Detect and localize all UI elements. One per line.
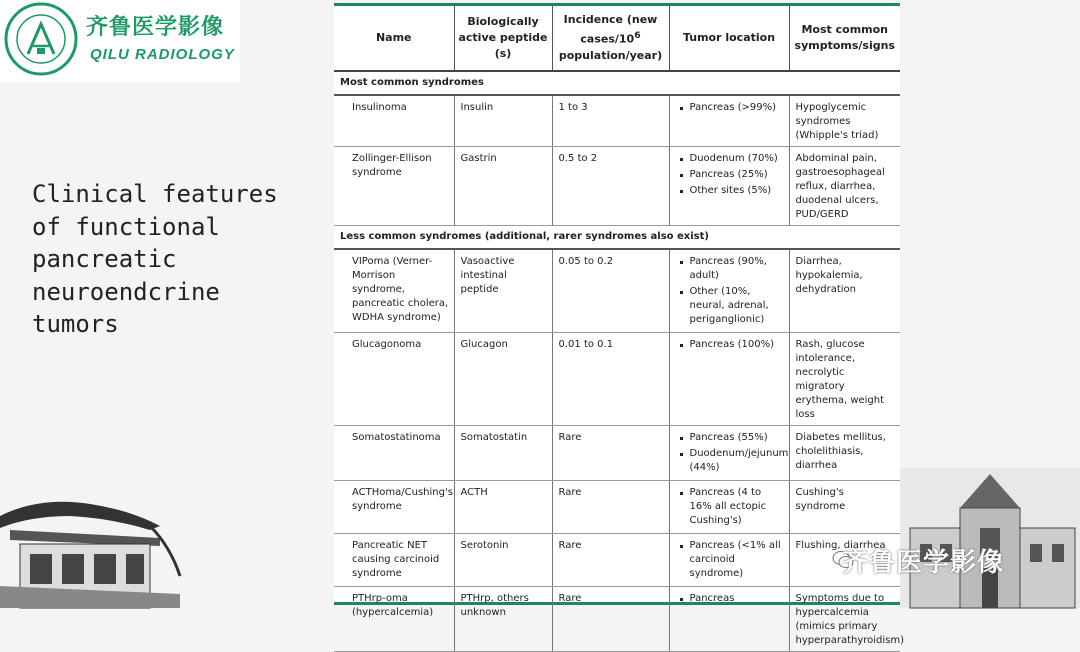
university-seal-icon [4, 2, 78, 76]
location-item: Other sites (5%) [676, 184, 784, 198]
location-item: Pancreas [676, 592, 784, 606]
table-row [334, 147, 900, 226]
cell-name: VIPoma (Verner-Morrison syndrome, pancreatic cholera, WDHA syndrome) [334, 249, 454, 333]
cell-symptoms: Hypoglycemic syndromes (Whipple's triad) [789, 95, 900, 147]
header-name: Name [334, 6, 454, 71]
header-peptide: Biologically active peptide (s) [454, 6, 552, 71]
section-header-row [334, 226, 900, 250]
cell-incidence: 0.01 to 0.1 [552, 333, 669, 426]
cell-name: Zollinger-Ellison syndrome [334, 147, 454, 226]
location-list [676, 486, 784, 528]
cell-incidence: Rare [552, 534, 669, 587]
location-list [676, 539, 784, 581]
header-incidence-text: Incidence (new cases/10 [563, 13, 658, 46]
cell-peptide: Insulin [454, 95, 552, 147]
cell-location [669, 249, 789, 333]
watermark-text: 齐鲁医学影像 [842, 548, 1005, 578]
header-incidence-exponent: 6 [634, 30, 641, 42]
cell-incidence: Rare [552, 426, 669, 481]
location-list [676, 101, 784, 115]
cell-location [669, 426, 789, 481]
cell-incidence: Rare [552, 481, 669, 534]
pnet-table-container [334, 3, 905, 646]
location-item: Other (10%, neural, adrenal, periganglionic) [676, 285, 784, 327]
location-list [676, 431, 789, 475]
cell-peptide: PTHrp, others unknown [454, 587, 552, 652]
cell-name: PTHrp-oma (hypercalcemia) [334, 587, 454, 652]
cell-peptide: ACTH [454, 481, 552, 534]
cell-peptide: Serotonin [454, 534, 552, 587]
location-item: Duodenum (70%) [676, 152, 784, 166]
cell-incidence: 0.05 to 0.2 [552, 249, 669, 333]
location-item: Pancreas (<1% all carcinoid syndrome) [676, 539, 784, 581]
section-label: Less common syndromes (additional, rarer syndromes also exist) [334, 226, 900, 250]
cell-peptide: Glucagon [454, 333, 552, 426]
cell-incidence: 0.5 to 2 [552, 147, 669, 226]
table-row [334, 481, 900, 534]
cell-incidence: 1 to 3 [552, 95, 669, 147]
location-item: Pancreas (100%) [676, 338, 784, 352]
location-item: Pancreas (>99%) [676, 101, 784, 115]
section-label: Most common syndromes [334, 71, 900, 95]
cell-symptoms: Cushing's syndrome [789, 481, 900, 534]
table-body [334, 71, 905, 652]
location-item: Pancreas (4 to 16% all ectopic Cushing's) [676, 486, 784, 528]
cell-symptoms: Rash, glucose intolerance, necrolytic migratory erythema, weight loss [789, 333, 900, 426]
table-row [334, 587, 900, 652]
building-sketch-left-image [0, 486, 180, 608]
table-row [334, 333, 900, 426]
header-incidence [552, 6, 669, 71]
location-list [676, 592, 784, 606]
cell-name: Somatostatinoma [334, 426, 454, 481]
cell-symptoms: Diabetes mellitus, cholelithiasis, diarrhea [789, 426, 900, 481]
location-item: Pancreas (90%, adult) [676, 255, 784, 283]
header-location: Tumor location [669, 6, 789, 71]
cell-symptoms: Diarrhea, hypokalemia, dehydration [789, 249, 900, 333]
header-incidence-text-end: population/year) [558, 48, 663, 62]
cell-location [669, 333, 789, 426]
cell-incidence: Rare [552, 587, 669, 652]
section-header-row [334, 71, 900, 95]
cell-location [669, 147, 789, 226]
location-list [676, 255, 784, 327]
table-row [334, 95, 900, 147]
header-symptoms: Most common symptoms/signs [789, 6, 900, 71]
cell-name: Glucagonoma [334, 333, 454, 426]
cell-symptoms: Abdominal pain, gastroesophageal reflux, diarrhea, duodenal ulcers, PUD/GERD [789, 147, 900, 226]
location-item: Duodenum/jejunum (44%) [676, 447, 784, 475]
cell-location [669, 534, 789, 587]
table-header-row [334, 6, 900, 71]
location-item: Pancreas (25%) [676, 168, 784, 182]
logo-english-text: QILU RADIOLOGY [90, 46, 235, 63]
cell-name: ACTHoma/Cushing's syndrome [334, 481, 454, 534]
location-item: Pancreas (55%) [676, 431, 784, 445]
slide-title: Clinical features of functional pancreatic neuroendcrine tumors [32, 180, 278, 338]
cell-peptide: Somatostatin [454, 426, 552, 481]
table-row [334, 249, 900, 333]
cell-location [669, 481, 789, 534]
cell-peptide: Vasoactive intestinal peptide [454, 249, 552, 333]
cell-name: Pancreatic NET causing carcinoid syndrome [334, 534, 454, 587]
pnet-features-table [334, 6, 905, 652]
location-list [676, 152, 784, 198]
table-row [334, 426, 900, 481]
table-row [334, 534, 900, 587]
location-list [676, 338, 784, 352]
cell-location [669, 95, 789, 147]
logo [0, 0, 240, 82]
cell-peptide: Gastrin [454, 147, 552, 226]
cell-symptoms: Flushing, diarrhea [789, 534, 900, 587]
cell-name: Insulinoma [334, 95, 454, 147]
logo-chinese-text: 齐鲁医学影像 [86, 15, 225, 40]
cell-symptoms: Symptoms due to hypercalcemia (mimics primary hyperparathyroidism) [789, 587, 900, 652]
cell-location [669, 587, 789, 652]
building-sketch-right-image [900, 468, 1080, 608]
